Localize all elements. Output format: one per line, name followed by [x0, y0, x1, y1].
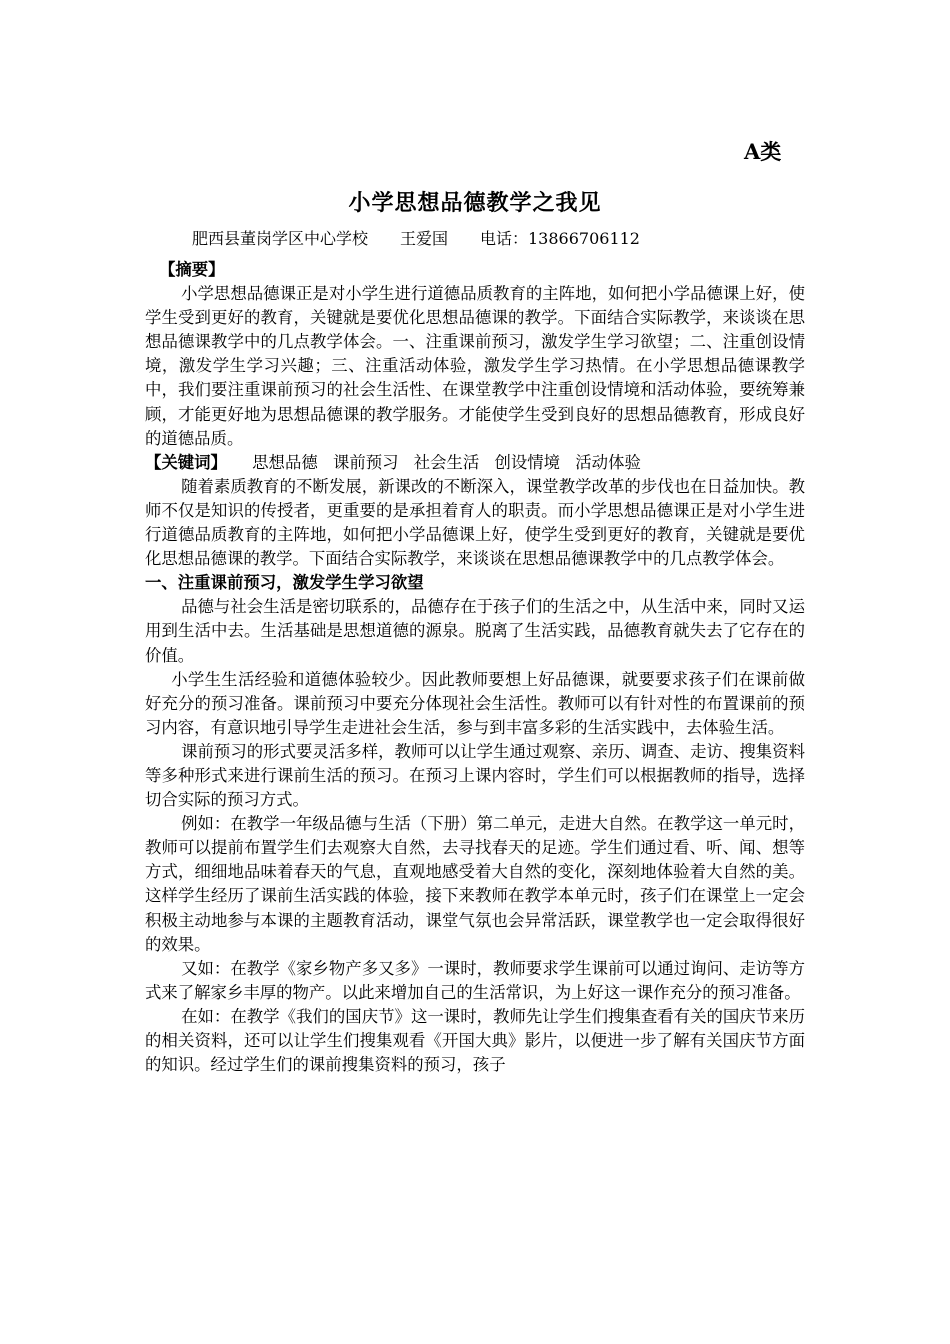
- abstract-label: 【摘要】: [159, 260, 225, 279]
- body-paragraph: 例如：在教学一年级品德与生活（下册）第二单元，走进大自然。在教学这一单元时，教师可以提前布置学生们去观察大自然，去寻找春天的足迹。学生们通过看、听、闻、想等方式，细细地品味着春天的气息，直观地感受着大自然的变化，深刻地体验着大自然的美。这样学生经历了课前生活实践的体验，接下来教师在教学本单元时，孩子们在课堂上一定会积极主动地参与本课的主题教育活动，课堂气氛也会异常活跃，课堂教学也一定会取得很好的效果。: [145, 814, 805, 954]
- body-paragraph: 又如：在教学《家乡物产多又多》一课时，教师要求学生课前可以通过询问、走访等方式来了解家乡丰厚的物产。以此来增加自己的生活常识，为上好这一课作充分的预习准备。: [145, 958, 805, 1002]
- keyword-item: 创设情境: [494, 452, 561, 472]
- keywords-label: 【关键词】: [145, 452, 227, 472]
- section-heading: 一、注重课前预习，激发学生学习欲望: [145, 573, 424, 593]
- body-paragraph: 在如：在教学《我们的国庆节》这一课时，教师先让学生们搜集查看有关的国庆节来历的相关资料，还可以让学生们搜集观看《开国大典》影片，以便进一步了解有关国庆节方面的知识。经过学生们的课前搜集资料的预习，孩子: [145, 1006, 805, 1075]
- author-line: 肥西县董岗学区中心学校 王爱国 电话：13866706112: [192, 229, 640, 248]
- document-title: 小学思想品德教学之我见: [348, 190, 602, 216]
- keyword-item: 社会生活: [413, 452, 480, 472]
- document-body: [145, 258, 805, 1077]
- category-tag: A类: [744, 139, 782, 164]
- keyword-item: 活动体验: [575, 452, 641, 472]
- body-paragraph: 课前预习的形式要灵活多样，教师可以让学生通过观察、亲历、调查、走访、搜集资料等多种形式来进行课前生活的预习。在预习上课内容时，学生们可以根据教师的指导，选择切合实际的预习方式。: [145, 741, 805, 810]
- body-paragraph: 小学生生活经验和道德体验较少。因此教师要想上好品德课，就要要求孩子们在课前做好充分的预习准备。课前预习中要充分体现社会生活性。教师可以有针对性的布置课前的预习内容，有意识地引导学生走进社会生活，参与到丰富多彩的生活实践中，去体验生活。: [145, 669, 805, 737]
- abstract-paragraph: 小学思想品德课正是对小学生进行道德品质教育的主阵地，如何把小学品德课上好，使学生受到更好的教育，关键就是要优化思想品德课的教学。下面结合实际教学，来谈谈在思想品德课教学中的几点教学体会。一、注重课前预习，激发学生学习欲望；二、注重创设情境，激发学生学习兴趣；三、注重活动体验，激发学生学习热情。在小学思想品德课教学中，我们要注重课前预习的社会生活性、在课堂教学中注重创设情境和活动体验，要统筹兼顾，才能更好地为思想品德课的教学服务。才能使学生受到良好的思想品德教育，形成良好的道德品质。: [145, 284, 805, 448]
- intro-paragraph: 随着素质教育的不断发展，新课改的不断深入，课堂教学改革的步伐也在日益加快。教师不仅是知识的传授者，更重要的是承担着育人的职责。而小学思想品德课正是对小学生进行道德品质教育的主阵地，如何把小学品德课上好，使学生受到更好的教育，关键就是要优化思想品德课的教学。下面结合实际教学，来谈谈在思想品德课教学中的几点教学体会。: [145, 476, 805, 569]
- keyword-item: 思想品德: [252, 452, 318, 472]
- keyword-item: 课前预习: [332, 452, 399, 472]
- body-paragraph: 品德与社会生活是密切联系的，品德存在于孩子们的生活之中，从生活中来，同时又运用到生活中去。生活基础是思想道德的源泉。脱离了生活实践，品德教育就失去了它存在的价值。: [145, 597, 805, 665]
- keywords-line: [145, 451, 805, 475]
